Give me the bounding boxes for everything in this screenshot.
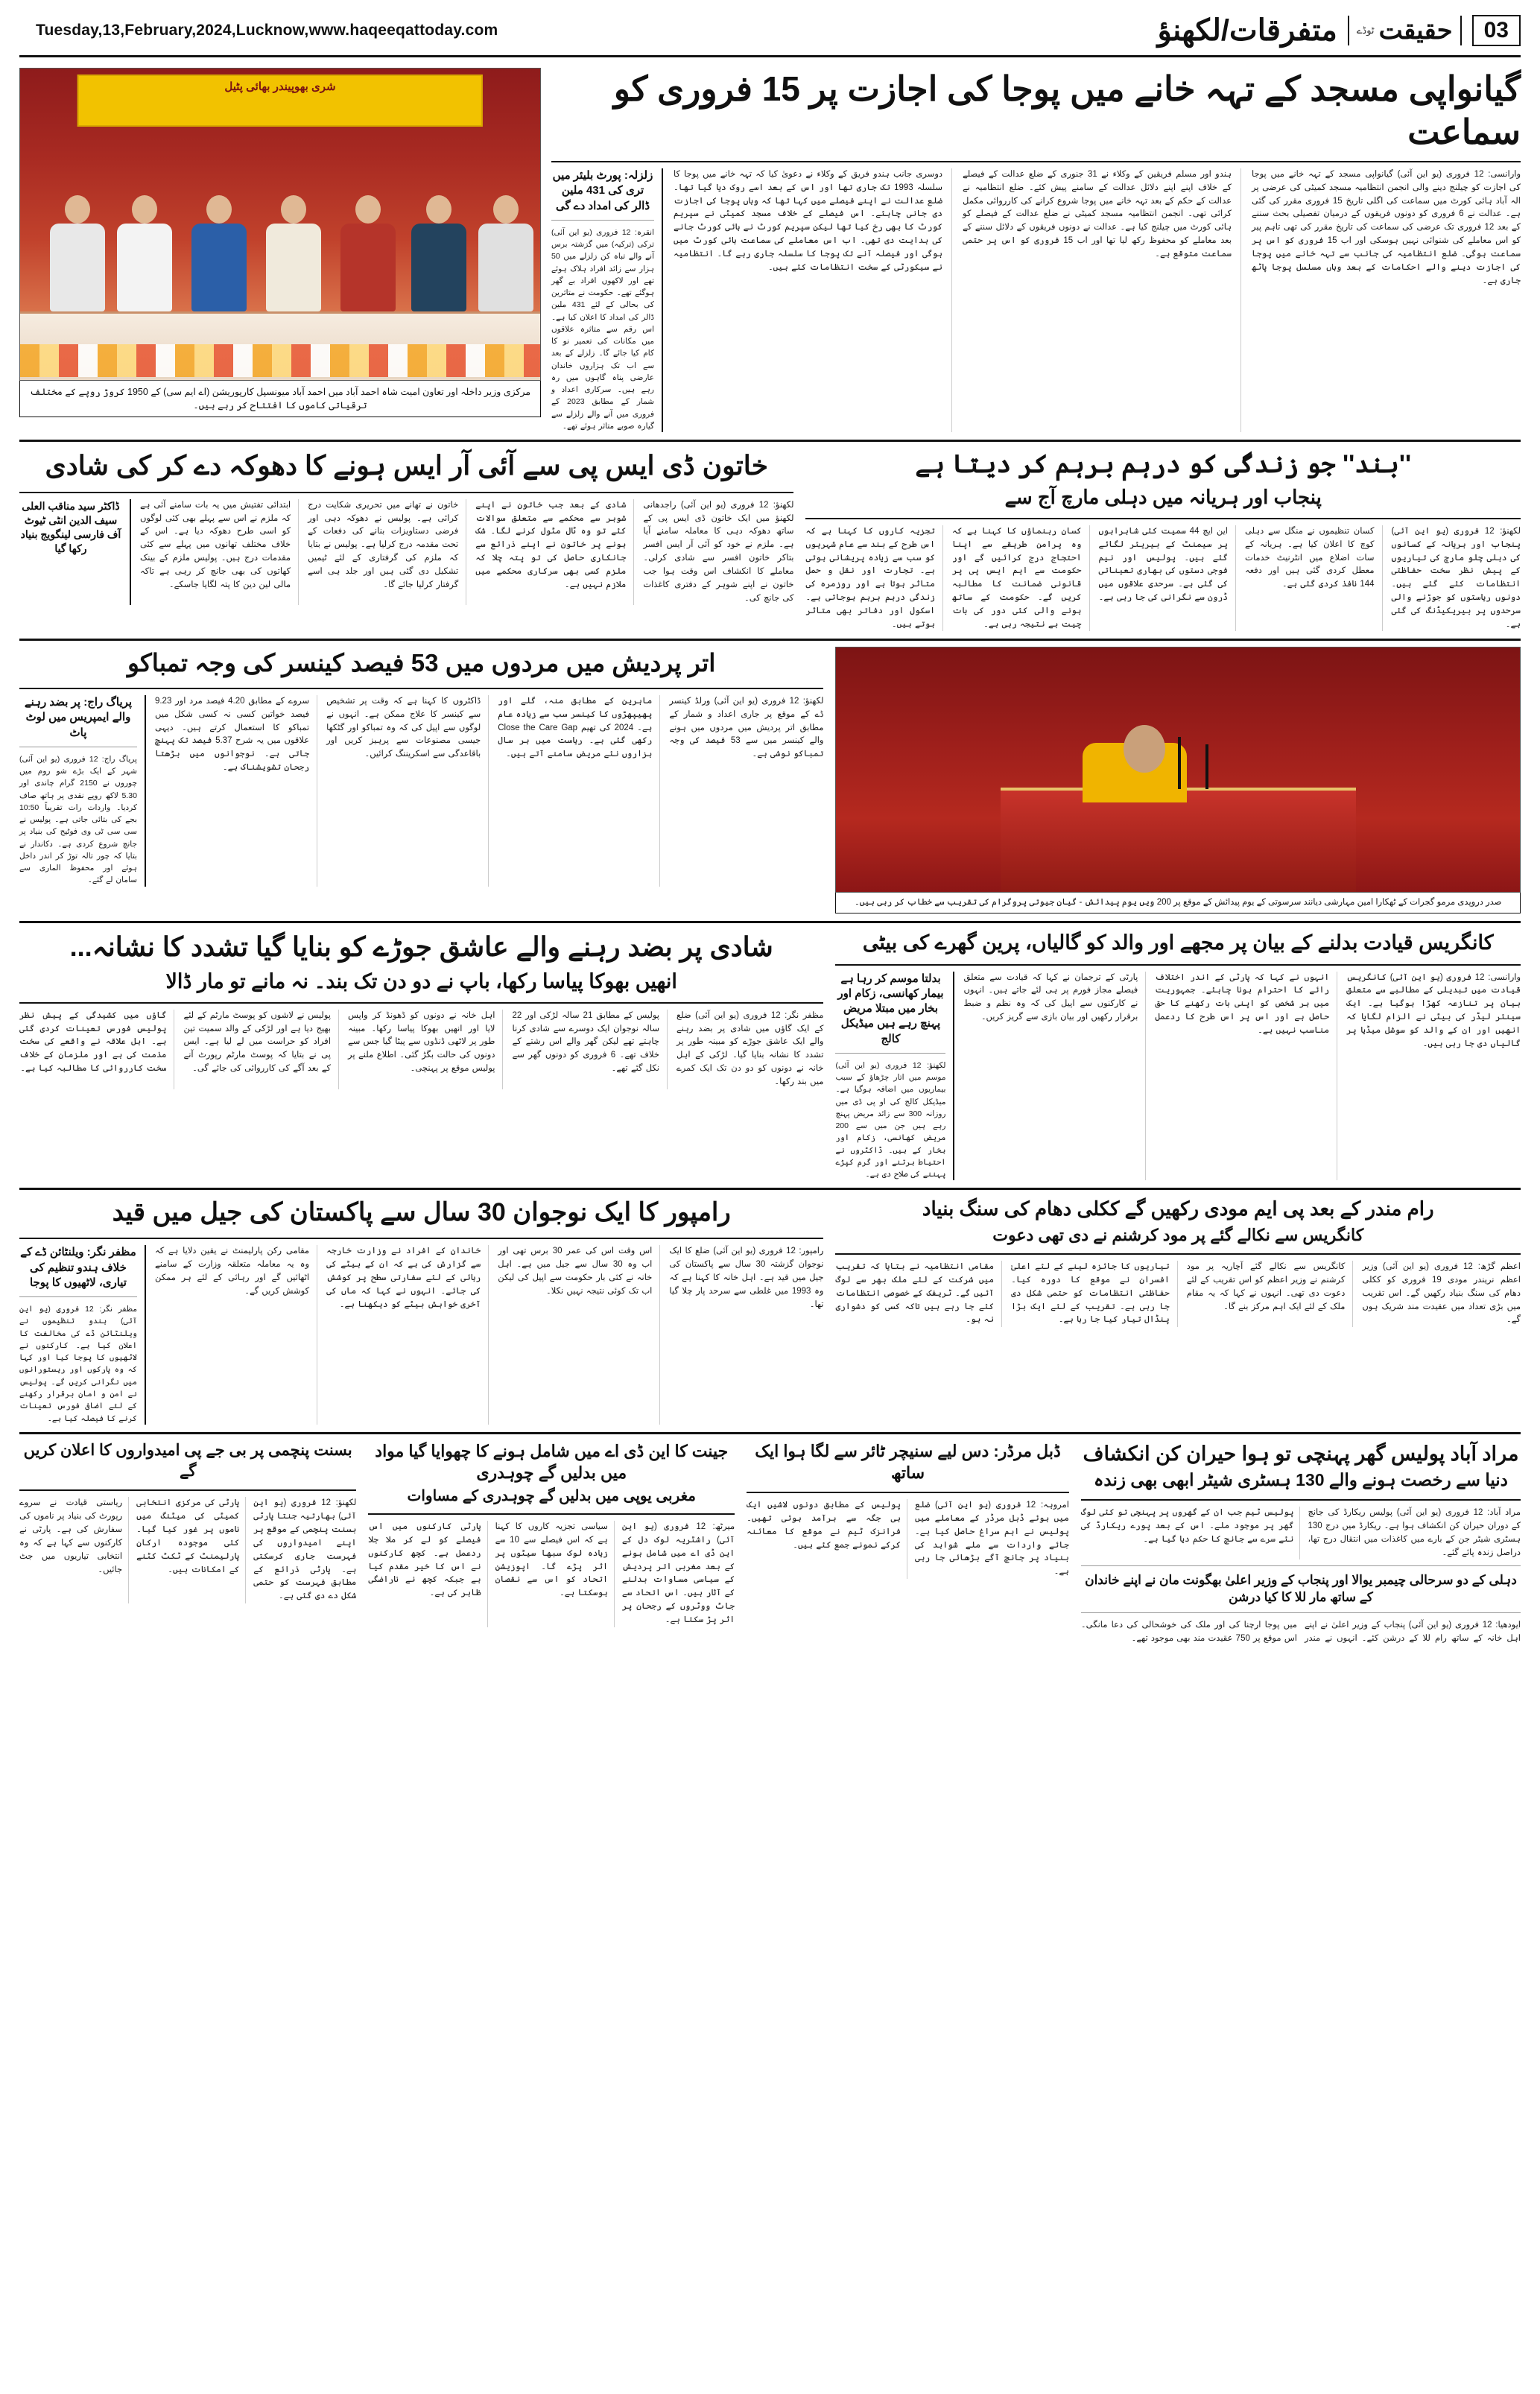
dalit-col-1: امروہہ: 12 فروری (یو این آئی) ضلع میں ہوئے ڈبل مرڈر کے معاملے میں پولیس نے اہم سراغ حاصل کیا ہے۔ جائے واردات سے ملے شواہد کی بنیاد پر جانچ آگے بڑھائی جا رہی ہے۔ — [915, 1501, 1069, 1577]
band-subhead: پنجاب اور ہریانہ میں دہلی مارچ آج سے — [1004, 486, 1322, 509]
basant-col-1: لکھنؤ: 12 فروری (یو این آئی) بھارتیہ جنتا پارٹی بسنت پنچمی کے موقع پر اپنے امیدواروں کی فہرست جاری کرسکتی ہے۔ پارٹی ذرائع کے مطابق فہرست کو حتمی شکل دے دی گئی ہے۔ — [253, 1498, 357, 1601]
article-dsp-marriage — [19, 448, 793, 631]
rama-lalla-darshan-headline: دہلی کے دو سرحالی چیمبر یوالا اور پنجاب کے وزیر اعلیٰ بھگونت مان نے اپنے خاندان کے ساتھ مار للا کا کیا درشن — [1085, 1573, 1517, 1605]
basant-col-3: ریاستی قیادت نے سروے رپورٹ کی بنیاد پر ناموں کی سفارش کی ہے۔ پارٹی نے کارکنوں سے کہا ہے کہ وہ انتخابی تیاریوں میں جٹ جائیں۔ — [19, 1497, 129, 1603]
ram-mandir-col-3: تیاریوں کا جائزہ لینے کے لئے اعلیٰ افسران نے موقع کا دورہ کیا۔ حفاظتی انتظامات کو حتمی شکل دی جا رہی ہے۔ تقریب کے لئے ایک بڑا پنڈال تیار کیا جا رہا ہے۔ — [1011, 1261, 1178, 1327]
president-photo-block — [835, 647, 1521, 913]
lead-col-2: ہندو اور مسلم فریقین کے وکلاء نے 31 جنوری کے ضلع عدالت کے فیصلے کے خلاف اپنے اپنے دلائل عدالت کے سامنے پیش کئے۔ ضلع انتظامیہ نے عدالت کے حکم کے بعد تہہ خانے میں پوجا شروع کرانے کی کارروائی مکمل کرائی تھی۔ انجمن انتظامیہ مسجد کمیٹی نے ضلع عدالت کے فیصلے کو ہائی کورٹ میں چیلنج کیا ہے۔ عدالت نے دونوں فریقوں کے دلائل سننے کے بعد معاملے کو محفوظ رکھ لیا تھا اور اب 15 فروری کو اس پر حتمی سماعت متوقع ہے۔ — [963, 170, 1232, 259]
ashiq-col-4: پولیس نے لاشوں کو پوسٹ مارٹم کے لئے بھیج دیا ہے اور لڑکی کے والد سمیت تین افراد کو حراست میں لے لیا ہے۔ ایس پی نے بتایا کہ پوسٹ مارٹم رپورٹ آنے کے بعد آگے کی کارروائی کی جائے گی۔ — [183, 1010, 339, 1089]
band-col-1: لکھنؤ: 12 فروری (یو این آئی) پنجاب اور ہریانہ کے کسانوں کی دہلی چلو مارچ کی تیاریوں کے پیش نظر سخت حفاظتی انتظامات کئے گئے ہیں۔ دونوں ریاستوں کو جوڑنے والی سرحدوں پر بیریکیڈنگ کی گئی ہے۔ — [1391, 526, 1521, 629]
lead-col-3: دوسری جانب ہندو فریق کے وکلاء نے دعویٰ کیا کہ تہہ خانے میں پوجا کا سلسلہ 1993 تک جاری تھا اور اس کے بعد اسے روک دیا گیا تھا۔ ضلع عدالت نے اپنے فیصلے میں کہا تھا کہ وہاں پوجا کی اجازت دی جانی چاہئے۔ اس فیصلے کے خلاف مسجد کمیٹی نے سپریم کورٹ کا بھی رخ کیا تھا لیکن سپریم کورٹ نے ہائی کورٹ جانے کی ہدایت دی تھی۔ اب اس معاملے کی سماعت ہائی کورٹ میں ہوگی اور فیصلہ آنے تک پوجا کا سلسلہ جاری رہے گا۔ انتظامیہ نے سیکورٹی کے سخت انتظامات کئے ہیں۔ — [674, 170, 942, 272]
article-murad-abad — [1081, 1440, 1521, 1646]
dsp-headline: خاتون ڈی ایس پی سے آئی آر ایس ہونے کا دھوکہ دے کر کی شادی — [45, 450, 768, 481]
cancer-col-3: ڈاکٹروں کا کہنا ہے کہ وقت پر تشخیص سے کینسر کا علاج ممکن ہے۔ انہوں نے لوگوں سے اپیل کی کہ وہ تمباکو اور گٹکھا جیسی مصنوعات سے پرہیز کریں اور باقاعدگی سے اسکریننگ کرائیں۔ — [326, 695, 489, 887]
jaint-col-1: میرٹھ: 12 فروری (یو این آئی) راشٹریہ لوک دل کے این ڈی اے میں شامل ہونے کے بعد مغربی اتر پردیش کے سیاسی مساوات بدلنے کے آثار ہیں۔ اس اتحاد سے جاٹ ووٹروں کے رجحان پر اثر پڑ سکتا ہے۔ — [621, 1522, 735, 1624]
section-title: متفرقات/لکھنؤ — [1157, 14, 1337, 47]
congress-col-2: انہوں نے کہا کہ پارٹی کے اندر اختلاف رائے کا احترام ہونا چاہئے۔ جمہوریت میں ہر شخص کو اپنی بات رکھنے کا حق حاصل ہے اور اس پر اس طرح کا ردعمل مناسب نہیں ہے۔ — [1155, 972, 1337, 1181]
ashiq-col-2: پولیس کے مطابق 21 سالہ لڑکی اور 22 سالہ نوجوان ایک دوسرے سے شادی کرنا چاہتے تھے لیکن گھر والے اس رشتے کے خلاف تھے۔ 6 فروری کو دونوں گھر سے نکل گئے تھے۔ — [512, 1010, 668, 1089]
brand-main: حقیقت — [1378, 16, 1453, 45]
band-col-4: کسان رہنماؤں کا کہنا ہے کہ وہ پرامن طریقے سے اپنا احتجاج درج کرائیں گے اور حکومت سے ایم ایس پی پر قانونی ضمانت کا مطالبہ کریں گے۔ حکومت کے ساتھ ہونے والی کئی دور کی بات چیت بے نتیجہ رہی ہے۔ — [952, 525, 1090, 632]
row-6 — [19, 1440, 1521, 1646]
cancer-col-1: لکھنؤ: 12 فروری (یو این آئی) ورلڈ کینسر ڈے کے موقع پر جاری اعداد و شمار کے مطابق اتر پردیش میں مردوں میں ہونے والے کینسر میں سے 53 فیصد کی وجہ تمباکو نوشی ہے۔ — [669, 697, 824, 759]
row-5 — [19, 1196, 1521, 1424]
murad-headline: مراد آباد پولیس گھر پہنچی تو ہوا حیران کن انکشاف — [1083, 1442, 1519, 1465]
murad-subhead: دنیا سے رخصت ہونے والے 130 ہسٹری شیٹر ابھی بھی زندہ — [1093, 1470, 1508, 1490]
lead-photo-block — [19, 68, 541, 432]
row-4 — [19, 929, 1521, 1180]
article-ashiq-jora — [19, 929, 823, 1180]
ram-mandir-subhead: کانگریس سے نکالے گئے پر مود کرشنم نے دی تھی دعوت — [992, 1225, 1364, 1244]
rampur-col-2: اس وقت اس کی عمر 30 برس تھی اور اب وہ 30 سال سے جیل میں ہے۔ اہل خانہ نے کئی بار حکومت سے اپیل کی لیکن اب تک کوئی نتیجہ نہیں نکلا۔ — [498, 1245, 660, 1424]
ram-mandir-col-4: مقامی انتظامیہ نے بتایا کہ تقریب میں شرکت کے لئے ملک بھر سے لوگ آئیں گے۔ ٹریفک کے خصوصی انتظامات کئے جا رہے ہیں تاکہ کسی کو دشواری نہ ہو۔ — [835, 1261, 1002, 1327]
cancer-headline: اتر پردیش میں مردوں میں 53 فیصد کینسر کی وجہ تمباکو — [127, 649, 716, 677]
article-ram-mandir — [835, 1196, 1521, 1424]
ashiq-headline: شادی پر بضد رہنے والے عاشق جوڑے کو بنایا گیا تشدد کا نشانہ... — [69, 931, 773, 963]
rama-lalla-darshan-text: ایودھیا: 12 فروری (یو این آئی) پنجاب کے وزیر اعلیٰ نے اپنے اہل خانہ کے ساتھ رام للا کے درشن کئے۔ انہوں نے مندر میں پوجا ارچنا کی اور ملک کی خوشحالی کی دعا مانگی۔ اس موقع پر 750 عقیدت مند بھی موجود تھے۔ — [1080, 1621, 1521, 1644]
ram-mandir-col-2: کانگریس سے نکالے گئے آچاریہ پر مود کرشنم نے وزیر اعظم کو اس تقریب کے لئے دعوت دی تھی۔ انہوں نے کہا کہ یہ مقام ملک کے لئے ایک اہم مرکز بنے گا۔ — [1187, 1261, 1354, 1327]
band-headline: ''بند'' جو زندگی کو درہم برہم کر دیتا ہے — [915, 450, 1412, 479]
lead-sidebar-text: انقرہ: 12 فروری (یو این آئی) ترکی (ترکیہ) میں گزشتہ برس آنے والے تباہ کن زلزلے میں 50 ہزار سے زائد افراد ہلاک ہوئے تھے اور لاکھوں افراد بے گھر ہوگئے تھے۔ حکومت نے متاثرین کی بحالی کے لئے 431 ملین ڈالر کی امداد کا اعلان کیا ہے۔ اس رقم سے متاثرہ علاقوں میں مکانات کی تعمیر نو کا کام کیا جائے گا۔ زلزلے کے بعد سے اب تک ہزاروں خاندان عارضی پناہ گاہوں میں رہ رہے ہیں۔ سرکاری اعداد و شمار کے مطابق 2023 کے فروری میں آنے والے زلزلے سے گیارہ صوبے متاثر ہوئے تھے۔ — [551, 227, 655, 431]
row-3 — [19, 647, 1521, 913]
president-photo-caption: صدر دروپدی مرمو گجرات کے ٹھکارا امین مہارشی دیانند سرسوتی کے یوم پیدائش کے موقع پر 200 ویں یوم پیدائش - گیان جیوتی پروگرام کی تقریب سے خطاب کر رہی ہیں۔ — [835, 893, 1521, 913]
band-col-5: تجزیہ کاروں کا کہنا ہے کہ اس طرح کے بند سے عام شہریوں کو سب سے زیادہ پریشانی ہوتی ہے۔ تجارت اور نقل و حمل متاثر ہوتا ہے اور روزمرہ کی زندگی درہم برہم ہوجاتی ہے۔ اسکول اور دفاتر بھی متاثر ہوتے ہیں۔ — [806, 525, 944, 632]
valentine-protest-text: مظفر نگر: 12 فروری (یو این آئی) ہندو تنظیموں نے ویلنٹائن ڈے کی مخالفت کا اعلان کیا ہے۔ کارکنوں نے لاٹھیوں کا پوجا کیا اور کہا کہ وہ پارکوں اور ریستورانوں میں نگرانی کریں گے۔ پولیس نے امن و امان برقرار رکھنے کے لئے اضافی فورس تعینات کرنے کا فیصلہ کیا ہے۔ — [19, 1305, 137, 1423]
dalit-col-2: پولیس کے مطابق دونوں لاشیں ایک ہی جگہ سے برآمد ہوئی تھیں۔ فرانزک ٹیم نے موقع کا معائنہ کرکے نمونے جمع کئے ہیں۔ — [747, 1499, 907, 1579]
ashiq-col-1: مظفر نگر: 12 فروری (یو این آئی) ضلع کے ایک گاؤں میں شادی پر بضد رہنے والے ایک عاشق جوڑے کو مبینہ طور پر تشدد کا نشانہ بنایا گیا۔ لڑکی کے اہل خانہ نے دونوں کو دو دن تک ایک کمرے میں بند رکھا۔ — [676, 1010, 824, 1086]
rampur-col-4: مقامی رکن پارلیمنٹ نے یقین دلایا ہے کہ وہ یہ معاملہ متعلقہ وزارت کے سامنے اٹھائیں گے اور رہائی کے لئے ہر ممکن کوشش کریں گے۔ — [155, 1245, 317, 1424]
lead-sidebar-headline: زلزلہ: پورٹ بلیئر میں تری کی 431 ملین ڈالر کی امداد دے گی — [552, 169, 653, 212]
lead-photo-caption: مرکزی وزیر داخلہ اور تعاون امیت شاہ احمد آباد میں احمد آباد میونسپل کارپوریشن (اے ایم سی) کے 1950 کروڑ روپے کے مختلف ترقیاتی کاموں کا افتتاح کر رہے ہیں۔ — [19, 381, 541, 417]
lead-col-1: وارانسی: 12 فروری (یو این آئی) گیانواپی مسجد کے تہہ خانے میں پوجا کی اجازت کو چیلنج دینے والی انجمن انتظامیہ مسجد کمیٹی کی عرضی پر الہ آباد ہائی کورٹ میں سماعت کی اگلی تاریخ 15 فروری مقرر کی گئی ہے۔ عدالت نے 6 فروری کو دونوں فریقوں کے درمیان تفصیلی بحث سننے کے بعد 12 فروری تک عرضی کی سماعت کی تاریخ مقرر کی تھی تاہم پیر کو اس معاملے کی شنوائی نہیں ہوسکی اور اب 15 فروری کو اس پر سماعت ہوگی۔ ضلع انتظامیہ کی جانب سے تہہ خانے میں پوجا کی اجازت دینے والے احکامات کے بعد وہاں مسلسل پوجا پاٹھ جاری ہے۔ — [1252, 170, 1521, 285]
dsp-col-1: لکھنؤ: 12 فروری (یو این آئی) راجدھانی لکھنؤ میں ایک خاتون ڈی ایس پی کے ساتھ دھوکہ دہی کا معاملہ سامنے آیا ہے۔ ملزم نے خود کو آئی آر ایس افسر بتاکر خاتون افسر سے شادی کرلی۔ معاملے کا انکشاف اس وقت ہوا جب خاتون نے اپنے شوہر کے دفتری کاغذات کی جانچ کی۔ — [643, 500, 794, 603]
ram-mandir-col-1: اعظم گڑھ: 12 فروری (یو این آئی) وزیر اعظم نریندر مودی 19 فروری کو ککلی دھام کی سنگ بنیاد رکھیں گے۔ اس تقریب میں بڑی تعداد میں عقیدت مند شریک ہوں گے۔ — [1362, 1262, 1521, 1325]
row-2 — [19, 448, 1521, 631]
president-photo — [835, 647, 1521, 893]
article-band-jo-zindagi — [805, 448, 1521, 631]
jaint-col-2: سیاسی تجزیہ کاروں کا کہنا ہے کہ اس فیصلے سے 10 سے زیادہ لوک سبھا سیٹوں پر اثر پڑے گا۔ اپوزیشن اتحاد کو اس سے نقصان ہوسکتا ہے۔ — [495, 1521, 615, 1627]
article-basant-panchami — [19, 1440, 356, 1646]
dsp-col-4: ابتدائی تفتیش میں یہ بات سامنے آئی ہے کہ ملزم نے اس سے پہلے بھی کئی لوگوں کو اسی طرح دھوکہ دیا ہے۔ اس کے خلاف مختلف تھانوں میں پہلے سے کئی مقدمات درج ہیں۔ پولیس ملزم کے بینک کھاتوں کی بھی جانچ کر رہی ہے تاکہ مالی لین دین کا پتہ لگایا جاسکے۔ — [140, 499, 299, 606]
prayagraj-headline: پریاگ راج: پر بضد رہنے والے ایمپریس میں لوٹ پاٹ — [24, 696, 133, 739]
article-rampur-jail — [19, 1196, 823, 1424]
weather-illness-headline: بدلتا موسم کر رہا ہے بیمار کھانسی، زکام اور بخار میں مبتلا مریض پہنچ رہے ہیں میڈیکل کالج — [837, 972, 944, 1045]
masthead-date: Tuesday,13,February,2024,Lucknow,www.haqeeqattoday.com — [36, 22, 498, 39]
murad-col-2: پولیس ٹیم جب ان کے گھروں پر پہنچی تو کئی لوگ گھر پر موجود ملے۔ اس کے بعد پورے ریکارڈ کی نئے سرے سے جانچ کا حکم دیا گیا ہے۔ — [1081, 1507, 1301, 1559]
lead-article — [551, 68, 1521, 432]
basant-headline: بسنت پنچمی پر بی جے پی امیدواروں کا اعلان کریں گے — [23, 1441, 352, 1481]
congress-col-3: پارٹی کے ترجمان نے کہا کہ قیادت سے متعلق فیصلے مجاز فورم پر ہی لئے جاتے ہیں۔ انہوں نے کارکنوں سے اپیل کی کہ وہ نظم و ضبط برقرار رکھیں اور بیان بازی سے گریز کریں۔ — [963, 972, 1146, 1181]
ashiq-col-5: گاؤں میں کشیدگی کے پیش نظر پولیس فورس تعینات کردی گئی ہے۔ اہل علاقہ نے واقعے کی سخت مذمت کی ہے اور ملزمان کے خلاف سخت کارروائی کا مطالبہ کیا ہے۔ — [19, 1010, 175, 1089]
article-jaint-nda — [368, 1440, 735, 1646]
dsp-byline: ڈاکٹر سید مناقب العلی سیف الدین انٹی ٹیوٹ آف فارسی لینگویج بنیاد رکھا گیا — [20, 499, 121, 554]
jaint-headline: جینت کا این ڈی اے میں شامل ہونے کا چھوایا گیا مواد میں بدلیں گے چوہدری — [375, 1441, 729, 1483]
prayagraj-text: پریاگ راج: 12 فروری (یو این آئی) شہر کے ایک بڑے شو روم میں چوروں نے 2150 گرام چاندی اور 5.30 لاکھ روپے نقدی پر ہاتھ صاف کردیا۔ واردات رات تقریباً 10:50 بجے کی بتائی جاتی ہے۔ پولیس نے سی سی ٹی وی فوٹیج کی بنیاد پر جانچ شروع کردی ہے۔ دکاندار نے بتایا کہ چور تالہ توڑ کر اندر داخل ہوئے اور محفوظ الماری سے سامان لے گئے۔ — [19, 754, 137, 885]
jaint-subhead: مغربی یوپی میں بدلیں گے چوہدری کے مساوات — [407, 1488, 696, 1505]
band-col-3: این ایچ 44 سمیت کئی شاہراہوں پر سیمنٹ کے بیریئر لگائے گئے ہیں۔ پولیس اور نیم فوجی دستوں کی بھاری تعیناتی کی گئی ہے۔ سرحدی علاقوں میں ڈرون سے نگرانی کی جا رہی ہے۔ — [1099, 525, 1237, 632]
lead-photo — [19, 68, 541, 381]
ram-mandir-headline: رام مندر کے بعد پی ایم مودی رکھیں گے ککلی دھام کی سنگ بنیاد — [922, 1197, 1434, 1220]
rampur-headline: رامپور کا ایک نوجوان 30 سال سے پاکستان کی جیل میں قید — [112, 1198, 731, 1227]
weather-illness-text: لکھنؤ: 12 فروری (یو این آئی) موسم میں اتار چڑھاؤ کے سبب بیماریوں میں اضافہ ہوگیا ہے۔ میڈیکل کالج کی او پی ڈی میں روزانہ 300 سے زائد مریض پہنچ رہے ہیں جن میں سے 200 مریض کھانسی، زکام اور بخار کے ہیں۔ ڈاکٹروں نے احتیاط برتنے اور گرم کپڑے پہننے کی صلاح دی ہے۔ — [835, 1060, 946, 1179]
valentine-protest-headline: مظفر نگر: ویلنٹائن ڈے کے خلاف ہندو تنظیم کی تیاری، لاٹھیوں کا پوجا — [20, 1246, 136, 1289]
article-congress — [835, 929, 1521, 1180]
jaint-col-3: پارٹی کارکنوں میں اس فیصلے کو لے کر ملا جلا ردعمل ہے۔ کچھ کارکنوں نے اس کا خیر مقدم کیا ہے جبکہ کچھ نے ناراضگی ظاہر کی ہے۔ — [368, 1521, 487, 1627]
dsp-col-2: شادی کے بعد جب خاتون نے اپنے شوہر سے محکمے سے متعلق سوالات کئے تو وہ ٹال مٹول کرنے لگا۔ شک ہونے پر خاتون نے اپنے ذرائع سے جانکاری حاصل کی تو پتہ چلا کہ ملزم کسی بھی سرکاری محکمے میں ملازم نہیں ہے۔ — [475, 499, 634, 606]
band-col-2: کسان تنظیموں نے منگل سے دہلی کوچ کا اعلان کیا ہے۔ ہریانہ کے سات اضلاع میں انٹرنیٹ خدمات معطل کردی گئی ہیں اور دفعہ 144 نافذ کردی گئی ہے۔ — [1245, 525, 1383, 632]
basant-col-2: پارٹی کی مرکزی انتخابی کمیٹی کی میٹنگ میں ناموں پر غور کیا گیا۔ کئی موجودہ ارکان پارلیمنٹ کے ٹکٹ کٹنے کے امکانات ہیں۔ — [136, 1497, 246, 1603]
congress-col-1: وارانسی: 12 فروری (یو این آئی) کانگریس قیادت میں تبدیلی کے مطالبے سے متعلق بیان پر تنازعہ کھڑا ہوگیا ہے۔ ایک سینئر لیڈر کی بیٹی نے الزام لگایا کہ انھیں اور ان کے والد کو سوشل میڈیا پر گالیاں دی جا رہی ہیں۔ — [1346, 972, 1521, 1048]
ashiq-subhead: انھیں بھوکا پیاسا رکھا، باپ نے دو دن تک بند۔ نہ مانے تو مار ڈالا — [165, 969, 677, 992]
masthead-right-group — [1157, 13, 1521, 48]
page-number: 03 — [1472, 15, 1521, 46]
ashiq-col-3: اہل خانہ نے دونوں کو ڈھونڈ کر واپس لایا اور انھیں بھوکا پیاسا رکھا۔ مبینہ طور پر لاٹھی ڈنڈوں سے پیٹا گیا جس سے دونوں کی حالت بگڑ گئی۔ اطلاع ملنے پر پولیس موقع پر پہنچی۔ — [348, 1010, 504, 1089]
lead-zone — [19, 68, 1521, 432]
dalit-headline: ڈبل مرڈر: دس لیے سنیچر ٹائر سے لگا ہوا ایک ساتھ — [755, 1441, 1061, 1483]
article-cancer-tobacco — [19, 647, 823, 913]
dsp-col-3: خاتون نے تھانے میں تحریری شکایت درج کرائی ہے۔ پولیس نے دھوکہ دہی اور فرضی دستاویزات بنانے کی دفعات کے تحت مقدمہ درج کرلیا ہے۔ پولیس نے بتایا کہ ملزم کی گرفتاری کے لئے ٹیمیں تشکیل دی گئی ہیں اور جلد ہی اسے گرفتار کرلیا جائے گا۔ — [308, 499, 466, 606]
brand-sub: ٹوڈے — [1356, 24, 1375, 36]
brand-logo — [1348, 16, 1462, 45]
rampur-col-1: رامپور: 12 فروری (یو این آئی) ضلع کا ایک نوجوان گزشتہ 30 سال سے پاکستان کی جیل میں قید ہے۔ اہل خانہ کا کہنا ہے کہ وہ 1993 میں غلطی سے سرحد پار چلا گیا تھا۔ — [669, 1247, 824, 1309]
photo-banner-text: شری بھوپیندر بھائی پٹیل — [77, 75, 483, 127]
cancer-col-2: ماہرین کے مطابق منہ، گلے اور پھیپھڑوں کا کینسر سب سے زیادہ عام ہے۔ 2024 کی تھیم Close the Care Gap رکھی گئی ہے۔ ریاست میں ہر سال ہزاروں نئے مریض سامنے آتے ہیں۔ — [498, 695, 660, 887]
congress-headline: کانگریس قیادت بدلنے کے بیان پر مجھے اور والد کو گالیاں، پرین گھرے کی بیٹی — [862, 931, 1494, 954]
lead-headline: گیانواپی مسجد کے تہہ خانے میں پوجا کی اجازت پر 15 فروری کو سماعت — [613, 69, 1521, 151]
masthead — [19, 13, 1521, 57]
murad-col-1: مراد آباد: 12 فروری (یو این آئی) پولیس ریکارڈ کی جانچ کے دوران حیران کن انکشاف ہوا ہے۔ ریکارڈ میں درج 130 ہسٹری شیٹر جن کے بارے میں کاغذات میں انتقال درج تھا، دراصل زندہ پائے گئے۔ — [1308, 1508, 1521, 1557]
rampur-col-3: خاندان کے افراد نے وزارت خارجہ سے گزارش کی ہے کہ ان کے بیٹے کی رہائی کے لئے سفارتی سطح پر کوشش کی جائے۔ انہوں نے کہا کہ ماں کی آخری خواہش بیٹے کو دیکھنا ہے۔ — [326, 1245, 489, 1424]
article-dalit-murder — [747, 1440, 1069, 1646]
cancer-col-4: سروے کے مطابق 4.20 فیصد مرد اور 9.23 فیصد خواتین کسی نہ کسی شکل میں تمباکو کا استعمال کرتے ہیں۔ دیہی علاقوں میں یہ شرح 5.37 فیصد تک پہنچ جاتی ہے۔ نوجوانوں میں بڑھتا رجحان تشویشناک ہے۔ — [155, 695, 317, 887]
